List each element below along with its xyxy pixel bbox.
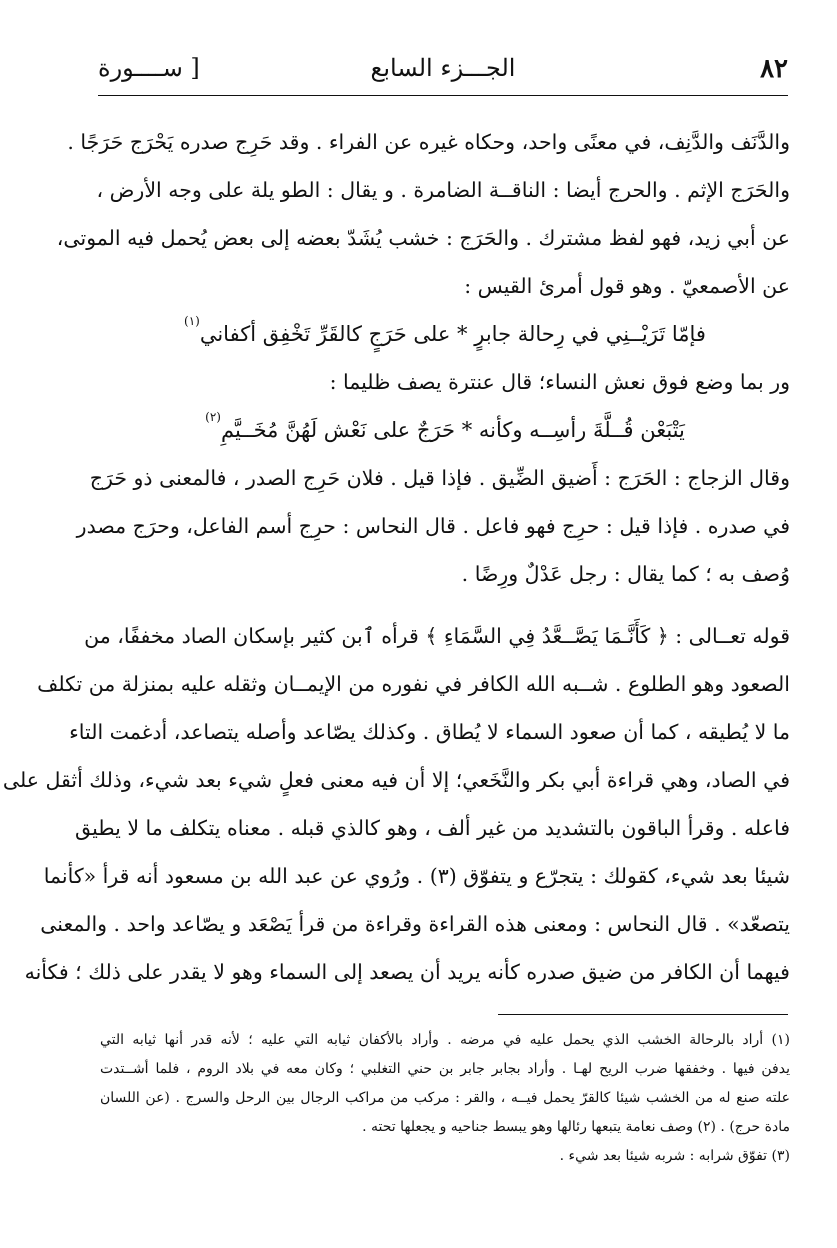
running-title: الجـــزء السابع [370, 54, 516, 82]
footnote-marker: (١) [184, 314, 200, 328]
page-header [98, 48, 788, 94]
surah-label: [ ســــورة [98, 54, 200, 82]
text-line: عن أبي زيد، فهو لفظ مشترك . والحَرَج : خشب يُشَدّ بعضه إلى بعض يُحمل فيه الموتى، [56, 226, 790, 250]
verse-text: فإمّا تَرَيْــنِي في رِحالة جابرٍ * على حَرَجٍ كالقَرِّ تَخْفِق أكفاني [199, 322, 706, 346]
poetry-verse-2 [100, 406, 790, 454]
footnotes [100, 1026, 790, 1171]
text-line: ما لا يُطيقه ، كما أن صعود السماء لا يُطاق . وكذلك يصّاعد وأصله يتصاعد، أدغمت التاء [69, 720, 790, 744]
footnote-line: (٣) تفوّق شرابه : شربه شيئا بعد شيء . [559, 1148, 790, 1164]
text-line: في الصاد، وهي قراءة أبي بكر والنَّخَعي؛ إلا أن فيه معنى فعلٍ شيء بعد شيء، وذلك أثقل على [2, 768, 790, 792]
text-line: فيهما أن الكافر من ضيق صدره كأنه يريد أن يصعد إلى السماء وهو لا يقدر على ذلك ؛ فكأنه [24, 960, 790, 984]
footnote-line: (١) أراد بالرحالة الخشب الذي يحمل عليه في مرضه . وأراد بالأكفان ثيابه التي عليه ؛ لأنه قدر أنها ثيابه التي [100, 1032, 790, 1048]
text-line: عن الأصمعيّ . وهو قول أمرئ القيس : [464, 274, 790, 298]
footnote-divider [498, 1014, 788, 1015]
text-line: يتصعّد» . قال النحاس : ومعنى هذه القراءة وقراءة من قرأ يَصْعَد و يصّاعد واحد . والمعنى [40, 912, 790, 936]
footnote-marker: (٢) [205, 410, 221, 424]
footnote-line: علته صنع له من الخشب شيئا كالقرّ يحمل فيــه ، والقر : مركب من مراكب الرجال بين الرحل والسرج . (عن اللسان [100, 1090, 790, 1106]
text-line: في صدره . فإذا قيل : حرِج فهو فاعل . قال النحاس : حرِج أسم الفاعل، وحرَج مصدر [76, 514, 790, 538]
text-line: شيئا بعد شيء، كقولك : يتجرّع و يتفوّق (٣) . ورُوي عن عبد الله بن مسعود أنه قرأ «كأنما [43, 864, 790, 888]
text-line: وُصف به ؛ كما يقال : رجل عَدْلٌ ورِضًا . [461, 562, 790, 586]
poetry-verse-1 [100, 310, 790, 358]
footnote-line: يدفن فيها . وخفقها ضرب الريح لهـا . وأراد بجابر جابر بن حني التغلبي ؛ وكان معه في بلاد الروم ، فلما أشــتدت [100, 1061, 790, 1077]
verse-text: يَتْبَعْن قُــلَّةَ رأسِــه وكأنه * حَرَجٌ على نَعْش لَهُنَّ مُخَــيَّمِ [220, 418, 685, 442]
footnote-line: مادة حرج) . (٢) وصف نعامة يتبعها رئالها وهو يبسط جناحيه و يجعلها تحته . [362, 1119, 790, 1135]
text-line: والدَّنَف والدَّنِف، في معنًى واحد، وحكاه غيره عن الفراء . وقد حَرِج صدره يَحْرَج حَرَجًا . [67, 130, 790, 154]
text-line: قوله تعــالى : ﴿ كَأَنَّـمَا يَصَّــعَّدُ فِي السَّمَاءِ ﴾ قرأه ٱبن كثير بإسكان الصاد مخففًا، من [84, 624, 790, 648]
paragraph-gap [100, 598, 790, 612]
text-line: فاعله . وقرأ الباقون بالتشديد من غير ألف ، وهو كالذي قبله . معناه يتكلف ما لا يطيق [75, 816, 790, 840]
text-line: الصعود وهو الطلوع . شــبه الله الكافر في نفوره من الإيمــان وثقله عليه بمنزلة من تكلف [37, 672, 790, 696]
text-line: وقال الزجاج : الحَرَج : أَضيق الضِّيق . فإذا قيل . فلان حَرِج الصدر ، فالمعنى ذو حَرَج [89, 466, 790, 490]
page-number: ٨٢ [760, 54, 788, 84]
main-text [2, 118, 790, 996]
text-line: والحَرَج الإثم . والحرج أيضا : الناقــة الضامرة . و يقال : الطو يلة على وجه الأرض ، [96, 178, 790, 202]
header-divider [98, 95, 788, 96]
text-line: ور بما وضع فوق نعش النساء؛ قال عنترة يصف ظليما : [329, 370, 790, 394]
